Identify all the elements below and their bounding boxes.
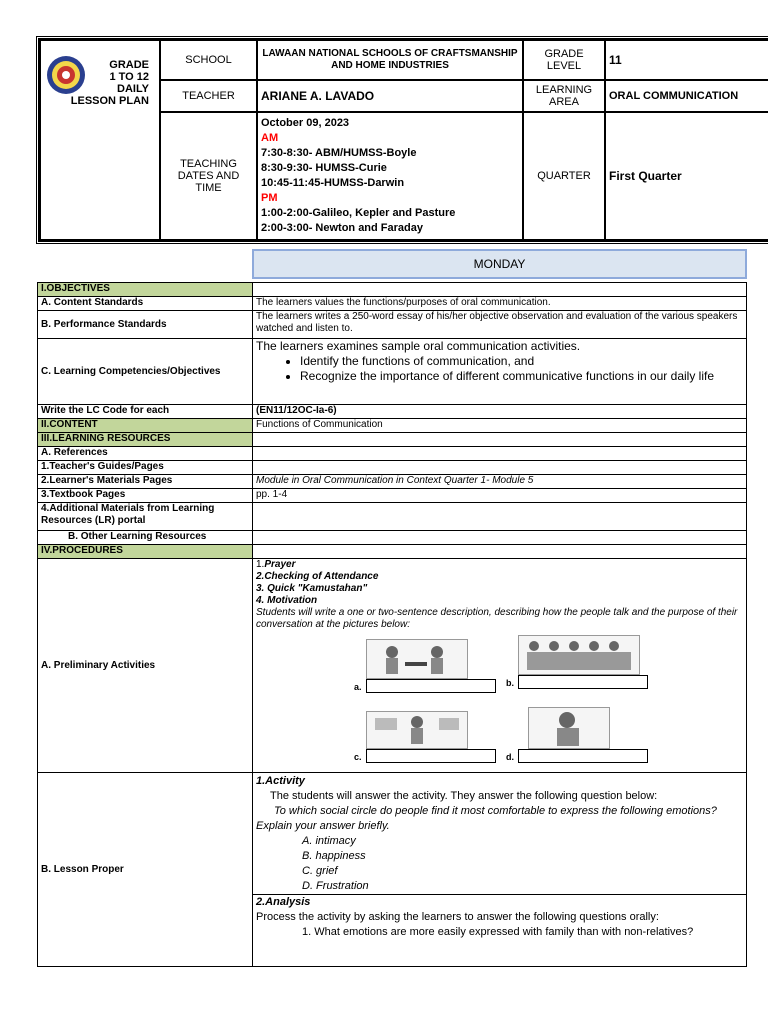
school-label: SCHOOL (160, 40, 257, 80)
pictures-area (256, 631, 743, 771)
prelim-label: A. Preliminary Activities (38, 559, 253, 773)
lc-code-value: (EN11/12OC-Ia-6) (253, 405, 747, 419)
resources-heading: III.LEARNING RESOURCES (38, 433, 253, 447)
answer-box-a[interactable] (366, 679, 496, 693)
perf-std-value: The learners writes a 250-word essay of his/her objective observation and evaluation of the various speakers watched and listen to. (253, 311, 747, 339)
tb-value: pp. 1-4 (253, 489, 747, 503)
procedures-heading: IV.PROCEDURES (38, 545, 253, 559)
objectives-heading: I.OBJECTIVES (38, 283, 253, 297)
pic-label: a. (354, 682, 362, 692)
prelim-num: 1. (256, 559, 265, 570)
activity-text: The students will answer the activity. They answer the following question below: (270, 790, 658, 802)
day-header: MONDAY (252, 249, 747, 279)
picture-a (366, 639, 468, 679)
lc-intro: The learners examines sample oral communication activities. (256, 339, 581, 353)
motivation-text: Students will write a one or two-sentence description, describing how the people talk and the purpose of their conversation at the pictures below: (256, 607, 738, 630)
pic-label: d. (506, 752, 514, 762)
prelim-item: 4. Motivation (256, 595, 318, 606)
picture-c (366, 711, 468, 749)
tb-label: 3.Textbook Pages (38, 489, 253, 503)
content-std-value: The learners values the functions/purposes of oral communication. (253, 297, 747, 311)
emotion-item: C. grief (302, 865, 338, 877)
lesson-label: B. Lesson Proper (38, 773, 253, 967)
pm-session: 1:00-2:00-Galileo, Kepler and Pasture (261, 207, 456, 219)
content-heading: II.CONTENT (38, 419, 253, 433)
tg-label: 1.Teacher's Guides/Pages (38, 461, 253, 475)
analysis-question: 1. What emotions are more easily expressed with family than with non-relatives? (302, 926, 694, 938)
activity-title: 1.Activity (256, 775, 305, 787)
am-session: 7:30-8:30- ABM/HUMSS-Boyle (261, 147, 417, 159)
emotion-item: A. intimacy (302, 835, 356, 847)
lc-code-label: Write the LC Code for each (38, 405, 253, 419)
prelim-item: 2.Checking of Attendance (256, 571, 379, 582)
quarter-label: QUARTER (523, 112, 605, 240)
analysis-text: Process the activity by asking the learners to answer the following questions orally: (256, 911, 659, 923)
person-phone-icon (529, 708, 609, 748)
dates-label: TEACHING DATES AND TIME (160, 112, 257, 240)
prelim-value (253, 559, 747, 773)
classroom-icon (367, 712, 467, 748)
am-label: AM (261, 132, 279, 144)
am-label: 4.Additional Materials from Learning Resources (LR) portal (38, 503, 253, 531)
content-std-label: A. Content Standards (38, 297, 253, 311)
prelim-item: 3. Quick "Kamustahan" (256, 583, 368, 594)
activity-question: To which social circle do people find it most comfortable to express the following emotions? Explain your answer briefly. (256, 805, 717, 832)
activity-cell (253, 773, 747, 895)
am-session: 10:45-11:45-HUMSS-Darwin (261, 177, 405, 189)
people-talking-icon (367, 640, 467, 678)
area-value: ORAL COMMUNICATION (605, 80, 768, 112)
lc-value (253, 339, 747, 405)
date: October 09, 2023 (261, 117, 350, 129)
picture-b (518, 635, 640, 675)
dates-value (257, 112, 523, 240)
emotion-item: B. happiness (302, 850, 366, 862)
lc-item: • Identify the functions of communication, and (300, 354, 743, 369)
pm-session: 2:00-3:00- Newton and Faraday (261, 222, 423, 234)
pic-label: b. (506, 678, 514, 688)
quarter-value: First Quarter (605, 112, 768, 240)
teacher-label: TEACHER (160, 80, 257, 112)
header-title: GRADE 1 TO 12 DAILY LESSON PLAN (70, 59, 149, 107)
references-label: A. References (38, 447, 253, 461)
teacher-value: ARIANE A. LAVADO (257, 80, 523, 112)
lm-label: 2.Learner's Materials Pages (38, 475, 253, 489)
group-of-people-icon (519, 636, 639, 674)
content-value: Functions of Communication (253, 419, 747, 433)
header-title-cell (40, 40, 160, 240)
grade-value: 11 (605, 40, 768, 80)
lc-label: C. Learning Competencies/Objectives (38, 339, 253, 405)
lesson-table (37, 282, 747, 967)
lm-value: Module in Oral Communication in Context Quarter 1- Module 5 (253, 475, 747, 489)
area-label: LEARNING AREA (523, 80, 605, 112)
picture-d (528, 707, 610, 749)
grade-label: GRADE LEVEL (523, 40, 605, 80)
pic-label: c. (354, 752, 362, 762)
emotion-item: D. Frustration (302, 880, 369, 892)
lc-item: • Recognize the importance of different communicative functions in our daily life (300, 369, 743, 384)
answer-box-b[interactable] (518, 675, 648, 689)
answer-box-c[interactable] (366, 749, 496, 763)
perf-std-label: B. Performance Standards (38, 311, 253, 339)
header-table (36, 36, 768, 244)
school-value: LAWAAN NATIONAL SCHOOLS OF CRAFTSMANSHIP AND HOME INDUSTRIES (257, 40, 523, 80)
analysis-cell (253, 895, 747, 967)
other-label: B. Other Learning Resources (38, 531, 253, 545)
am-session: 8:30-9:30- HUMSS-Curie (261, 162, 387, 174)
answer-box-d[interactable] (518, 749, 648, 763)
pm-label: PM (261, 192, 278, 204)
prelim-item: Prayer (264, 559, 296, 570)
analysis-title: 2.Analysis (256, 896, 311, 908)
